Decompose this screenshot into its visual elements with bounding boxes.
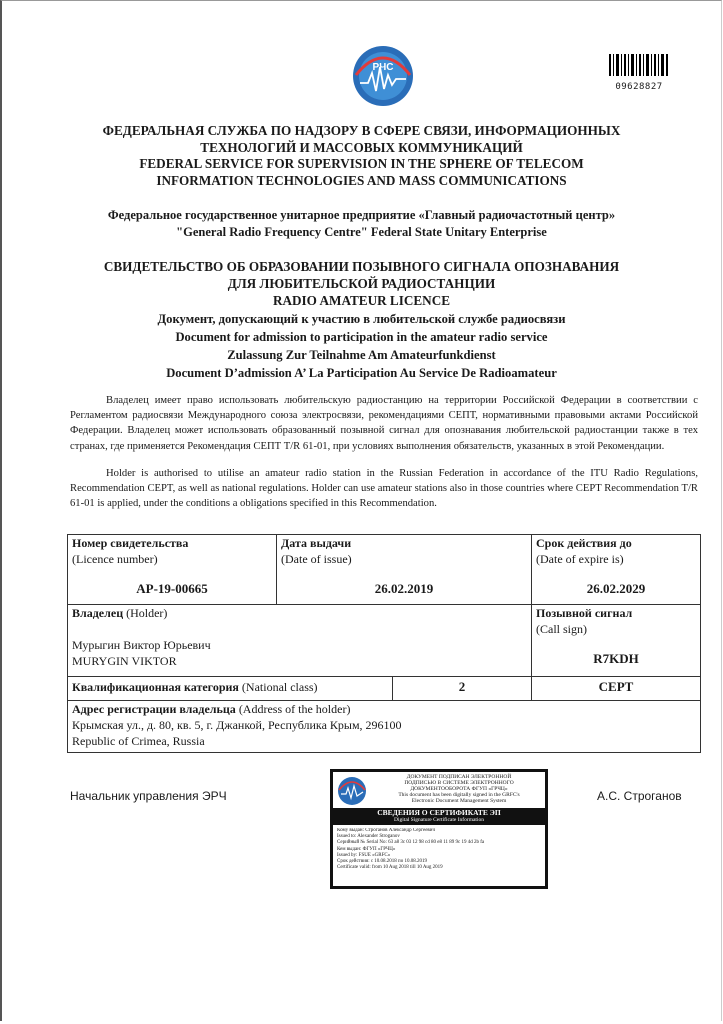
- stamp-header-line: This document has been digitally signed in the GRFC's: [398, 792, 520, 798]
- stamp-band-subtitle: Digital Signature Certificate Information: [394, 817, 484, 823]
- holder-cell: [68, 605, 532, 677]
- issue-date-cell: [277, 535, 532, 605]
- rchs-logo: [352, 45, 414, 107]
- enterprise-ru: Федеральное государственное унитарное предприятие «Главный радиочастотный центр»: [107, 208, 616, 222]
- document-title: [0, 258, 723, 309]
- document-subtitle: [0, 310, 723, 382]
- agency-line: ТЕХНОЛОГИЙ И МАССОВЫХ КОММУНИКАЦИЙ: [200, 139, 523, 155]
- expire-date-label: Срок действия до: [536, 536, 632, 550]
- logo-text: РЧС: [372, 62, 394, 73]
- licence-number-label: Номер свидетельства: [72, 536, 189, 550]
- agency-line: ФЕДЕРАЛЬНАЯ СЛУЖБА ПО НАДЗОРУ В СФЕРЕ СВЯЗИ, ИНФОРМАЦИОННЫХ: [102, 123, 621, 138]
- callsign-value: R7KDH: [593, 651, 639, 666]
- stamp-band: [333, 808, 545, 825]
- callsign-label-en: (Call sign): [536, 622, 587, 636]
- stamp-detail-line: Кому выдан: Строганов Александр Сергеевич: [337, 828, 435, 833]
- expire-date-label-en: (Date of expire is): [536, 552, 624, 566]
- signer-name: А.С. Строганов: [597, 789, 682, 803]
- address-label: Адрес регистрации владельца: [72, 702, 236, 716]
- title-line: RADIO AMATEUR LICENCE: [272, 293, 451, 308]
- address-label-en: (Address of the holder): [238, 702, 351, 716]
- stamp-header-line: ДОКУМЕНТООБОРОТА ФГУП «ГРЧЦ»: [410, 786, 508, 792]
- enterprise-heading: [0, 207, 723, 241]
- address-en: Republic of Crimea, Russia: [72, 734, 205, 748]
- subtitle-ru: Документ, допускающий к участию в любительской службе радиосвязи: [157, 312, 566, 326]
- licence-table: [67, 534, 701, 753]
- holder-label: Владелец: [72, 606, 124, 620]
- stamp-detail-line: Серийный № Serial No: 63 a8 3c 03 12 98 cd 80 e8 11 89 9c 19 4d 2b fa: [337, 840, 485, 846]
- stamp-detail-line: Certificate valid: from 10 Aug 2018 till 10 Aug 2019: [337, 865, 443, 871]
- callsign-label: Позывной сигнал: [536, 606, 633, 620]
- agency-line: FEDERAL SERVICE FOR SUPERVISION IN THE SPHERE OF TELECOM: [139, 156, 584, 171]
- class-cept: CEPT: [532, 677, 701, 701]
- address-ru: Крымская ул., д. 80, кв. 5, г. Джанкой, Республика Крым, 296100: [72, 718, 402, 732]
- issue-date-label-en: (Date of issue): [281, 552, 352, 566]
- holder-name-ru: Мурыгин Виктор Юрьевич: [72, 638, 211, 652]
- subtitle-fr: Document D’admission A’ La Participation Au Service De Radioamateur: [166, 366, 557, 380]
- signer-position: Начальник управления ЭРЧ: [70, 789, 227, 803]
- barcode: [608, 54, 670, 92]
- stamp-logo: [337, 776, 367, 806]
- address-cell: [68, 701, 701, 753]
- stamp-header: [373, 774, 545, 804]
- enterprise-en: "General Radio Frequency Centre" Federal State Unitary Enterprise: [176, 225, 547, 239]
- barcode-bars: [608, 54, 670, 76]
- stamp-header-line: ДОКУМЕНТ ПОДПИСАН ЭЛЕКТРОННОЙ: [406, 774, 512, 780]
- class-value: 2: [393, 677, 532, 701]
- stamp-detail-line: Кем выдан: ФГУП «ГРЧЦ»: [337, 846, 396, 852]
- expire-date-cell: [532, 535, 701, 605]
- paragraph-ru: Владелец имеет право использовать любительскую радиостанцию на территории Российской Федерации в соответствии с Регламентом радиосвязи Международного союза электросвязи, рекомендациями СЕПТ, нормативными правовыми актами Российской Федерации. Владелец может использовать образованный позывной сигнал для опознавания любительской радиостанции также в тех странах, где применяется Рекомендация СЕПТ T/R 61-01, при условиях выполнения обязательств, указанных в этой Рекомендации.: [70, 395, 698, 452]
- title-line: ДЛЯ ЛЮБИТЕЛЬСКОЙ РАДИОСТАНЦИИ: [227, 276, 496, 291]
- callsign-cell: [532, 605, 701, 677]
- stamp-detail-line: Issued to: Alexander Stroganov: [337, 834, 400, 840]
- holder-name-en: MURYGIN VIKTOR: [72, 654, 177, 668]
- issue-date-value: 26.02.2019: [374, 581, 434, 596]
- licence-number-value: AP-19-00665: [136, 581, 208, 596]
- class-label: Квалификационная категория: [72, 680, 239, 694]
- subtitle-de: Zulassung Zur Teilnahme Am Amateurfunkdienst: [227, 348, 496, 362]
- agency-line: INFORMATION TECHNOLOGIES AND MASS COMMUNICATIONS: [156, 172, 567, 188]
- title-line: СВИДЕТЕЛЬСТВО ОБ ОБРАЗОВАНИИ ПОЗЫВНОГО СИГНАЛА ОПОЗНАВАНИЯ: [103, 259, 620, 274]
- stamp-detail-line: Срок действия: с 10.08.2018 по 10.08.2019: [337, 859, 427, 865]
- stamp-band-title: СВЕДЕНИЯ О СЕРТИФИКАТЕ ЭП: [377, 808, 501, 817]
- barcode-number: 09628827: [615, 82, 663, 92]
- stamp-details: [337, 828, 543, 871]
- digital-signature-stamp: [330, 769, 548, 889]
- licence-number-label-en: (Licence number): [72, 552, 158, 566]
- licence-number-cell: [68, 535, 277, 605]
- class-label-cell: [68, 677, 393, 701]
- stamp-detail-line: Issued by: FSUE «GRFC»: [337, 852, 391, 858]
- issue-date-label: Дата выдачи: [281, 536, 352, 550]
- holder-label-en: (Holder): [126, 606, 168, 620]
- agency-heading: [0, 123, 723, 189]
- paragraph-en: Holder is authorised to utilise an amateur radio station in the Russian Federation in accordance of the ITU Radio Regulations, Recommendation CEPT, as well as national regulations. Holder can use amateur stations also in those countries where CEPT Recommendation T/R 61-01 is applied, under the conditions a obligations specified in this Recommendation.: [70, 468, 698, 510]
- class-label-en: (National class): [241, 680, 318, 694]
- subtitle-en: Document for admission to participation in the amateur radio service: [175, 330, 548, 344]
- stamp-header-line: Electronic Document Management System: [411, 798, 507, 804]
- stamp-header-line: ПОДПИСЬЮ В СИСТЕМЕ ЭЛЕКТРОННОГО: [404, 780, 514, 786]
- expire-date-value: 26.02.2029: [586, 581, 646, 596]
